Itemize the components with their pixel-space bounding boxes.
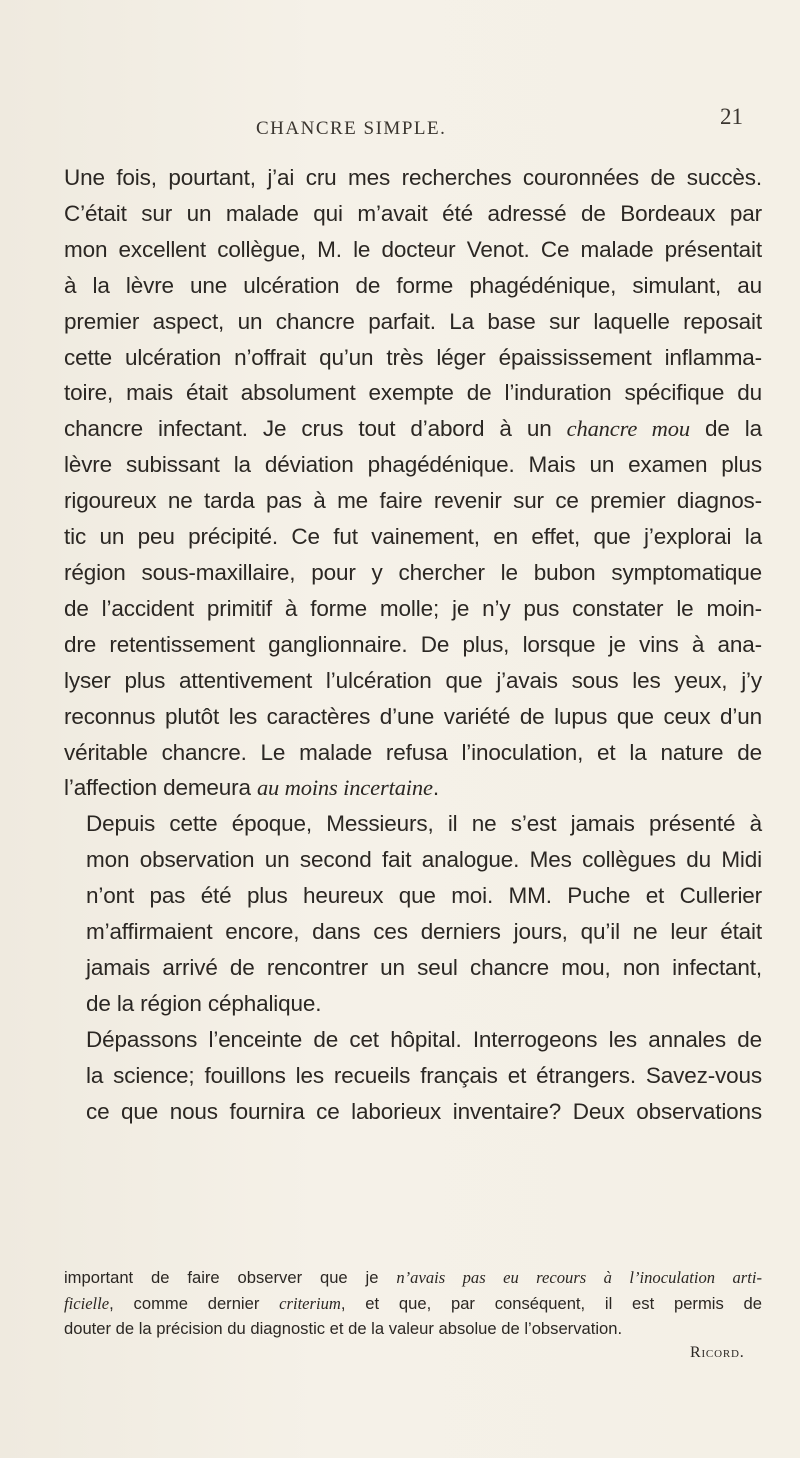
- text-line: de l’accident primitif à forme molle; je n’y pus constater le moin-: [64, 595, 762, 621]
- text-line: m’affirmaient encore, dans ces derniers jours, qu’il ne leur était: [86, 919, 762, 945]
- text-line: tic un peu précipité. Ce fut vainement, en effet, que j’explorai la: [64, 524, 762, 550]
- text-line: lèvre subissant la déviation phagédénique. Mais un examen plus: [64, 452, 762, 478]
- text-run: , comme dernier: [109, 1293, 280, 1313]
- text-line: rigoureux ne tarda pas à me faire revenir sur ce premier diagnos-: [64, 488, 762, 514]
- text-run: l’affection demeura: [64, 775, 257, 801]
- main-text: [64, 160, 762, 1129]
- text-line: lyser plus attentivement l’ulcération que j’avais sous les yeux, j’y: [64, 667, 762, 693]
- text-line: mon observation un second fait analogue. Mes collègues du Midi: [86, 847, 762, 873]
- text-line: véritable chancre. Le malade refusa l’inoculation, et la nature de: [64, 739, 762, 765]
- text-run: de la: [689, 416, 762, 442]
- text-line: dre retentissement ganglionnaire. De plus, lorsque je vins à ana-: [64, 631, 762, 657]
- italic-phrase: n’avais pas eu recours à l’inoculation arti-: [396, 1268, 763, 1287]
- italic-phrase: ficielle: [64, 1293, 110, 1313]
- text-run: .: [432, 775, 439, 801]
- footnote-line: [64, 1265, 762, 1291]
- paragraph-1: [64, 160, 762, 806]
- text-line: à la lèvre une ulcération de forme phagédénique, simulant, au: [64, 272, 762, 298]
- text-line: C’était sur un malade qui m’avait été adressé de Bordeaux par: [64, 200, 762, 226]
- text-line: [64, 770, 762, 806]
- text-line: toire, mais était absolument exempte de l’induration spécifique du: [64, 380, 762, 406]
- text-run: , et que, par conséquent, il est permis de: [340, 1293, 762, 1313]
- page-number: 21: [720, 104, 743, 129]
- italic-phrase: chancre mou: [566, 416, 690, 442]
- footnote-line: [64, 1291, 762, 1317]
- paragraph-2: [64, 806, 762, 1021]
- text-line: la science; fouillons les recueils français et étrangers. Savez-vous: [86, 1062, 762, 1088]
- text-line: premier aspect, un chancre parfait. La base sur laquelle reposait: [64, 308, 762, 334]
- footnote-signature: Ricord.: [690, 1344, 745, 1361]
- paragraph-3: [64, 1022, 762, 1130]
- text-line: [64, 411, 762, 447]
- page-header: [0, 104, 800, 146]
- text-line: mon excellent collègue, M. le docteur Venot. Ce malade présentait: [64, 236, 762, 262]
- text-line: jamais arrivé de rencontrer un seul chancre mou, non infectant,: [86, 954, 762, 980]
- text-line: reconnus plutôt les caractères d’une variété de lupus que ceux d’un: [64, 703, 762, 729]
- text-line: Depuis cette époque, Messieurs, il ne s’est jamais présenté à: [86, 811, 762, 837]
- footnote: [64, 1265, 762, 1342]
- text-line: de la région céphalique.: [86, 990, 322, 1016]
- text-line: cette ulcération n’offrait qu’un très léger épaississement inflamma-: [64, 344, 762, 370]
- italic-phrase: au moins incertaine: [256, 775, 433, 801]
- text-line: Dépassons l’enceinte de cet hôpital. Interrogeons les annales de: [86, 1026, 762, 1052]
- text-run: important de faire observer que je: [64, 1268, 397, 1287]
- footnote-line: douter de la précision du diagnostic et de la valeur absolue de l’observation.: [64, 1319, 623, 1339]
- text-line: région sous-maxillaire, pour y chercher le bubon symptomatique: [64, 559, 762, 585]
- running-title: CHANCRE SIMPLE.: [256, 118, 447, 139]
- text-line: ce que nous fournira ce laborieux inventaire? Deux observations: [86, 1098, 762, 1124]
- text-run: chancre infectant. Je crus tout d’abord à un: [64, 416, 567, 442]
- text-line: n’ont pas été plus heureux que moi. MM. Puche et Cullerier: [86, 883, 762, 909]
- italic-phrase: criterium: [279, 1293, 341, 1313]
- text-line: Une fois, pourtant, j’ai cru mes recherches couronnées de succès.: [64, 165, 762, 190]
